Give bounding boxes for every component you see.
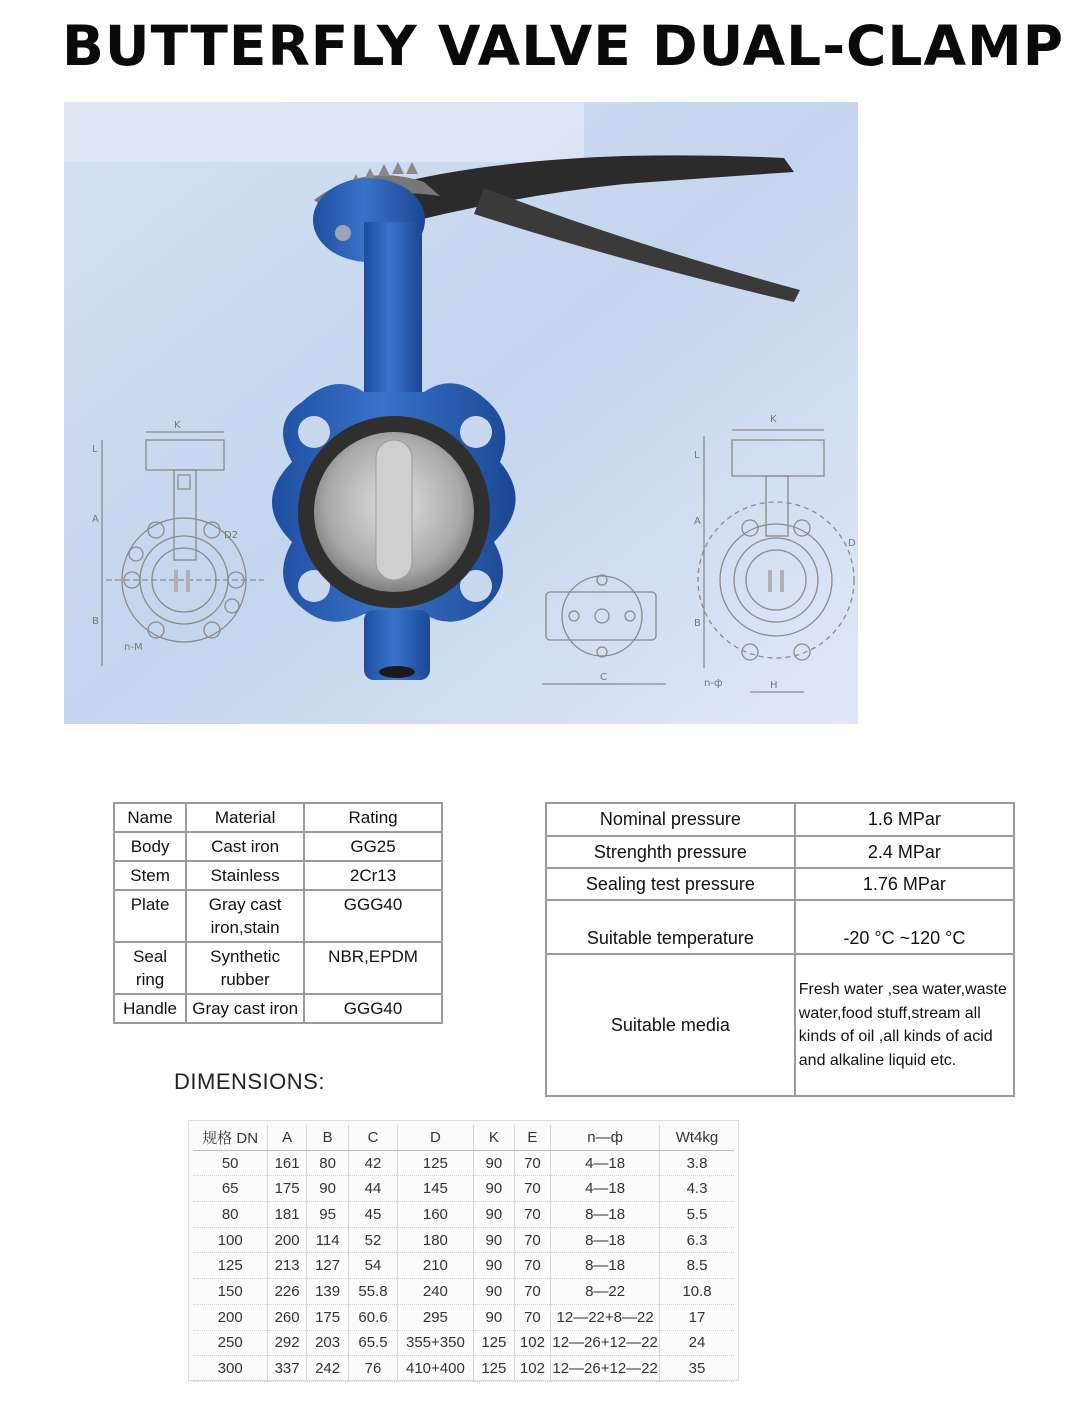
table-cell: 90 — [474, 1202, 515, 1228]
table-row — [114, 942, 442, 994]
table-cell: 70 — [514, 1279, 551, 1305]
table-cell: 12—26+12—22 — [551, 1356, 660, 1382]
table-header: K — [474, 1125, 515, 1150]
table-cell: 125 — [474, 1356, 515, 1382]
table-cell: 4—18 — [551, 1176, 660, 1202]
table-cell: 3.8 — [660, 1150, 735, 1176]
table-row — [193, 1176, 734, 1202]
table-header: Rating — [304, 803, 442, 832]
table-cell: 12—26+12—22 — [551, 1330, 660, 1356]
table-header: n—ф — [551, 1125, 660, 1150]
table-row — [193, 1279, 734, 1305]
table-cell: 114 — [306, 1227, 348, 1253]
table-cell: GGG40 — [304, 890, 442, 942]
dim-letter: B — [694, 618, 701, 629]
table-header-row — [193, 1125, 734, 1150]
table-cell: 50 — [193, 1150, 268, 1176]
spec-value: -20 °C ~120 °C — [795, 900, 1014, 954]
spec-value: 1.6 MPar — [795, 803, 1014, 836]
dim-letter: n-M — [124, 642, 143, 653]
spec-value: Fresh water ,sea water,waste water,food stuff,stream all kinds of oil ,all kinds of acid and alkaline liquid etc. — [795, 954, 1014, 1096]
table-cell: 160 — [397, 1202, 473, 1228]
table-cell: 90 — [474, 1150, 515, 1176]
dim-letter: D — [848, 538, 856, 549]
materials-table — [113, 802, 443, 1024]
table-row — [546, 803, 1014, 836]
table-cell: 80 — [306, 1150, 348, 1176]
table-cell: 90 — [474, 1279, 515, 1305]
dim-letter: H — [770, 680, 778, 691]
table-cell: 60.6 — [349, 1304, 397, 1330]
table-cell: 102 — [514, 1356, 551, 1382]
table-cell: 292 — [268, 1330, 307, 1356]
table-cell: 2Cr13 — [304, 861, 442, 890]
valve-illustration — [64, 102, 858, 724]
table-header: E — [514, 1125, 551, 1150]
dim-letter: A — [694, 516, 701, 527]
table-cell: 210 — [397, 1253, 473, 1279]
table-cell: 250 — [193, 1330, 268, 1356]
table-cell: 65.5 — [349, 1330, 397, 1356]
table-cell: Seal ring — [114, 942, 186, 994]
table-cell: 76 — [349, 1356, 397, 1382]
spec-label: Suitable temperature — [546, 900, 795, 954]
table-cell: 8—18 — [551, 1253, 660, 1279]
table-cell: 4—18 — [551, 1150, 660, 1176]
table-cell: 44 — [349, 1176, 397, 1202]
table-cell: 180 — [397, 1227, 473, 1253]
table-cell: 90 — [306, 1176, 348, 1202]
table-cell: Stem — [114, 861, 186, 890]
table-cell: 150 — [193, 1279, 268, 1305]
table-cell: 100 — [193, 1227, 268, 1253]
table-cell: 45 — [349, 1202, 397, 1228]
table-cell: 125 — [397, 1150, 473, 1176]
dim-letter: n-ф — [704, 678, 723, 689]
table-row — [193, 1304, 734, 1330]
table-row — [546, 900, 1014, 954]
table-cell: 42 — [349, 1150, 397, 1176]
table-row — [546, 836, 1014, 868]
table-cell: 70 — [514, 1253, 551, 1279]
table-cell: 181 — [268, 1202, 307, 1228]
table-cell: 240 — [397, 1279, 473, 1305]
table-cell: 70 — [514, 1227, 551, 1253]
table-cell: 24 — [660, 1330, 735, 1356]
table-cell: NBR,EPDM — [304, 942, 442, 994]
table-header: Material — [186, 803, 304, 832]
dim-letter: K — [174, 420, 181, 431]
table-cell: 12—22+8—22 — [551, 1304, 660, 1330]
table-cell: 70 — [514, 1176, 551, 1202]
table-cell: 337 — [268, 1356, 307, 1382]
dimensions-table-image — [188, 1120, 739, 1381]
valve-product-image — [64, 102, 858, 724]
table-header: C — [349, 1125, 397, 1150]
table-cell: 355+350 — [397, 1330, 473, 1356]
table-cell: 54 — [349, 1253, 397, 1279]
table-cell: Synthetic rubber — [186, 942, 304, 994]
spec-label: Strenghth pressure — [546, 836, 795, 868]
table-cell: 6.3 — [660, 1227, 735, 1253]
table-cell: 4.3 — [660, 1176, 735, 1202]
table-header: A — [268, 1125, 307, 1150]
table-row — [114, 861, 442, 890]
table-header: Wt4kg — [660, 1125, 735, 1150]
table-cell: Cast iron — [186, 832, 304, 861]
table-row — [114, 832, 442, 861]
table-cell: 52 — [349, 1227, 397, 1253]
table-cell: 125 — [474, 1330, 515, 1356]
table-cell: Stainless — [186, 861, 304, 890]
table-cell: 5.5 — [660, 1202, 735, 1228]
table-cell: 127 — [306, 1253, 348, 1279]
table-cell: 125 — [193, 1253, 268, 1279]
table-cell: 145 — [397, 1176, 473, 1202]
dimensions-table — [193, 1125, 734, 1382]
table-cell: 70 — [514, 1202, 551, 1228]
specifications-table — [545, 802, 1015, 1097]
table-cell: 17 — [660, 1304, 735, 1330]
table-cell: Body — [114, 832, 186, 861]
table-cell: 295 — [397, 1304, 473, 1330]
table-cell: GGG40 — [304, 994, 442, 1023]
table-row — [114, 994, 442, 1023]
table-cell: 102 — [514, 1330, 551, 1356]
table-cell: 90 — [474, 1253, 515, 1279]
dim-letter: L — [694, 450, 700, 461]
table-header: B — [306, 1125, 348, 1150]
table-row — [193, 1330, 734, 1356]
table-cell: 226 — [268, 1279, 307, 1305]
table-cell: 139 — [306, 1279, 348, 1305]
dim-letter: C — [600, 672, 607, 683]
table-cell: 8—18 — [551, 1227, 660, 1253]
table-row — [193, 1150, 734, 1176]
table-cell: 203 — [306, 1330, 348, 1356]
table-cell: 200 — [268, 1227, 307, 1253]
dim-letter: K — [770, 414, 777, 425]
table-row — [193, 1253, 734, 1279]
page-title: BUTTERFLY VALVE DUAL-CLAMP — [62, 14, 1065, 78]
table-header: 规格 DN — [193, 1125, 268, 1150]
table-cell: 8.5 — [660, 1253, 735, 1279]
table-cell: 90 — [474, 1227, 515, 1253]
table-cell: 300 — [193, 1356, 268, 1382]
table-cell: 175 — [268, 1176, 307, 1202]
table-cell: 161 — [268, 1150, 307, 1176]
table-header: D — [397, 1125, 473, 1150]
table-cell: 35 — [660, 1356, 735, 1382]
table-cell: 10.8 — [660, 1279, 735, 1305]
table-cell: 175 — [306, 1304, 348, 1330]
spec-value: 1.76 MPar — [795, 868, 1014, 900]
table-cell: 55.8 — [349, 1279, 397, 1305]
spec-label: Suitable media — [546, 954, 795, 1096]
table-cell: Gray cast iron — [186, 994, 304, 1023]
table-cell: 90 — [474, 1176, 515, 1202]
spec-label: Sealing test pressure — [546, 868, 795, 900]
table-cell: Plate — [114, 890, 186, 942]
table-row — [193, 1202, 734, 1228]
table-cell: Handle — [114, 994, 186, 1023]
table-header: Name — [114, 803, 186, 832]
table-cell: 260 — [268, 1304, 307, 1330]
table-cell: GG25 — [304, 832, 442, 861]
table-cell: 65 — [193, 1176, 268, 1202]
table-row — [546, 954, 1014, 1096]
table-cell: 200 — [193, 1304, 268, 1330]
dim-letter: B — [92, 616, 99, 627]
table-row — [114, 890, 442, 942]
table-cell: 213 — [268, 1253, 307, 1279]
spec-label: Nominal pressure — [546, 803, 795, 836]
table-cell: 8—22 — [551, 1279, 660, 1305]
dim-letter: L — [92, 444, 98, 455]
table-row — [193, 1356, 734, 1382]
table-cell: 95 — [306, 1202, 348, 1228]
dimensions-table-body — [193, 1150, 734, 1381]
table-cell: 70 — [514, 1304, 551, 1330]
table-cell: Gray cast iron,stain — [186, 890, 304, 942]
table-header-row — [114, 803, 442, 832]
table-row — [193, 1227, 734, 1253]
spec-value: 2.4 MPar — [795, 836, 1014, 868]
table-cell: 242 — [306, 1356, 348, 1382]
dim-letter: D2 — [224, 530, 239, 541]
table-cell: 410+400 — [397, 1356, 473, 1382]
table-cell: 90 — [474, 1304, 515, 1330]
table-row — [546, 868, 1014, 900]
dim-letter: A — [92, 514, 99, 525]
table-cell: 80 — [193, 1202, 268, 1228]
table-cell: 70 — [514, 1150, 551, 1176]
table-cell: 8—18 — [551, 1202, 660, 1228]
dimensions-heading: DIMENSIONS: — [174, 1069, 325, 1094]
